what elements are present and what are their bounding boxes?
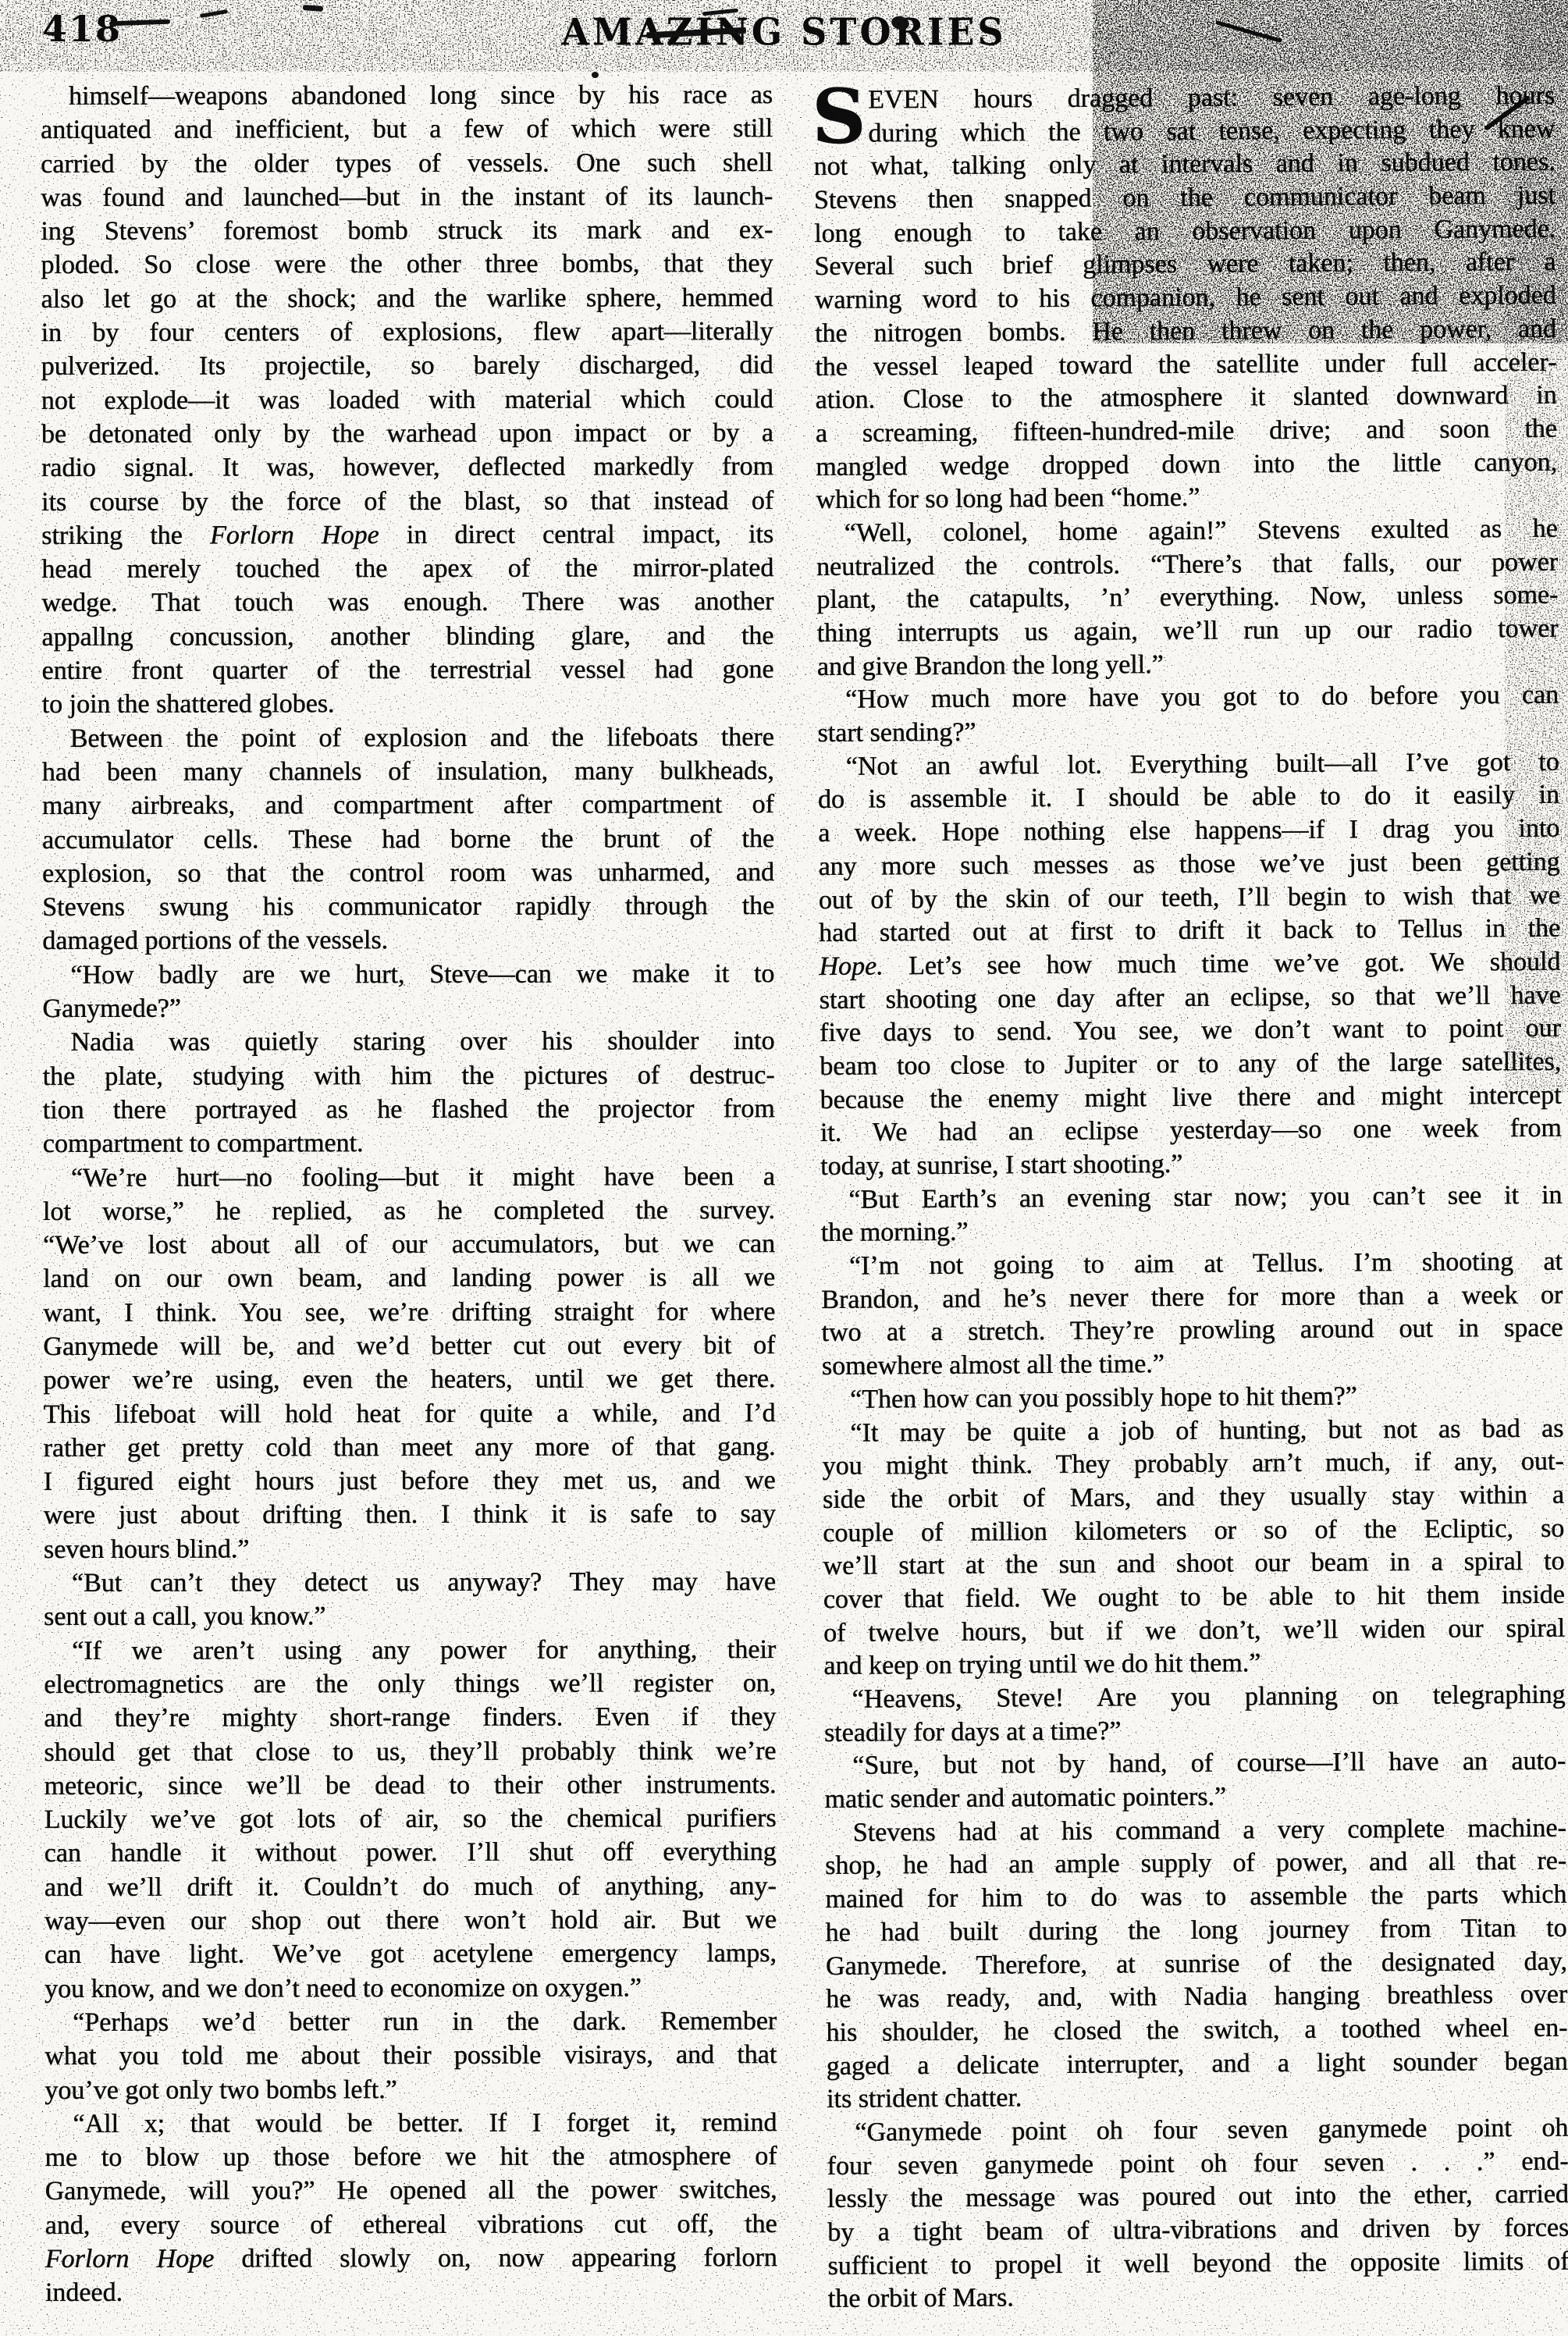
noise-right-strip — [1505, 0, 1568, 1093]
